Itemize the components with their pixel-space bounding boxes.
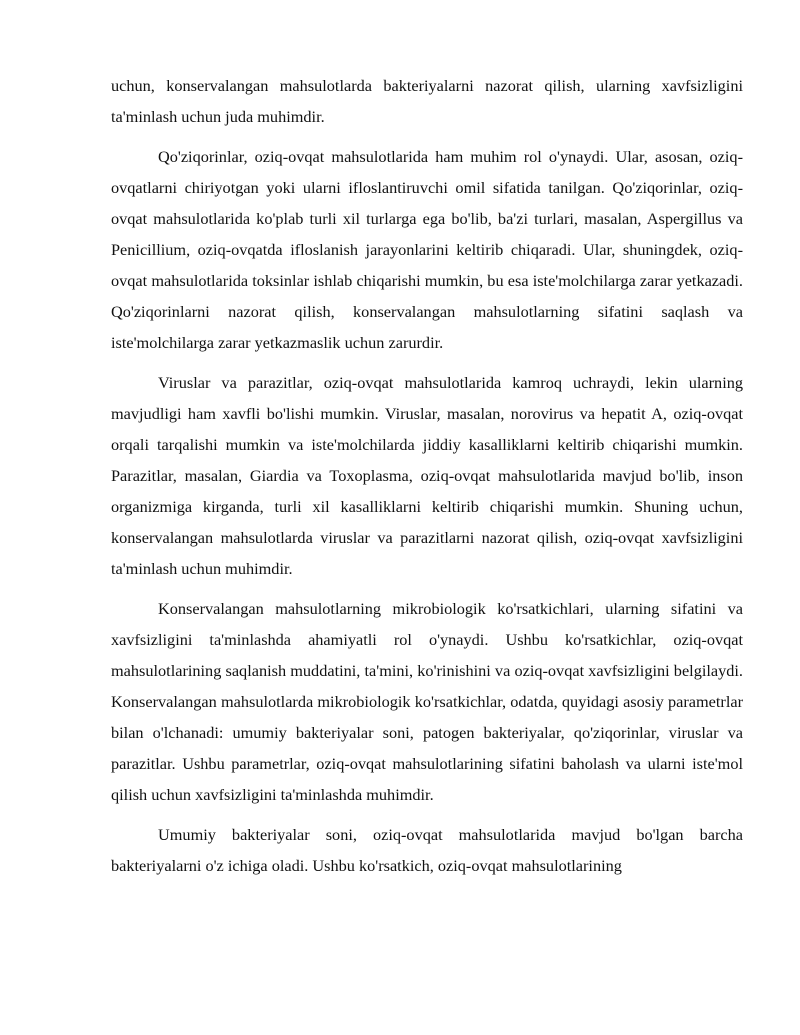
paragraph-total-bacteria: Umumiy bakteriyalar soni, oziq-ovqat mahsulotlarida mavjud bo'lgan barcha bakteriyalarni o'z ichiga oladi. Ushbu ko'rsatkich, oziq-ovqat mahsulotlarining <box>111 825 743 875</box>
paragraph-microbiological-indicators: Konservalangan mahsulotlarning mikrobiologik ko'rsatkichlari, ularning sifatini va xavfsizligini ta'minlashda ahamiyatli rol o'ynaydi. Ushbu ko'rsatkichlar, oziq-ovqat mahsulotlarining saqlanish muddatini, ta'mini, ko'rinishini va oziq-ovqat xavfsizligini belgilaydi. Konservalangan mahsulotlarda mikrobiologik ko'rsatkichlar, odatda, quyidagi asosiy parametrlar bilan o'lchanadi: umumiy bakteriyalar soni, patogen bakteriyalar, qo'ziqorinlar, viruslar va parazitlar. Ushbu parametrlar, oziq-ovqat mahsulotlarining sifatini baholash va ularni iste'mol qilish uchun xavfsizligini ta'minlashda muhimdir. <box>111 599 743 804</box>
document-page <box>111 70 743 881</box>
paragraph-continuation: uchun, konservalangan mahsulotlarda bakteriyalarni nazorat qilish, ularning xavfsizligini ta'minlash uchun juda muhimdir. <box>111 76 743 126</box>
paragraph-viruses-parasites: Viruslar va parazitlar, oziq-ovqat mahsulotlarida kamroq uchraydi, lekin ularning mavjudligi ham xavfli bo'lishi mumkin. Viruslar, masalan, norovirus va hepatit A, oziq-ovqat orqali tarqalishi mumkin va iste'molchilarda jiddiy kasalliklarni keltirib chiqarishi mumkin. Parazitlar, masalan, Giardia va Toxoplasma, oziq-ovqat mahsulotlarida mavjud bo'lib, inson organizmiga kirganda, turli xil kasalliklarni keltirib chiqarishi mumkin. Shuning uchun, konservalangan mahsulotlarda viruslar va parazitlarni nazorat qilish, oziq-ovqat xavfsizligini ta'minlash uchun muhimdir. <box>111 373 743 578</box>
paragraph-fungi: Qo'ziqorinlar, oziq-ovqat mahsulotlarida ham muhim rol o'ynaydi. Ular, asosan, oziq-ovqatlarni chiriyotgan yoki ularni ifloslantiruvchi omil sifatida tanilgan. Qo'ziqorinlar, oziq-ovqat mahsulotlarida ko'plab turli xil turlarga ega bo'lib, ba'zi turlari, masalan, Aspergillus va Penicillium, oziq-ovqatda ifloslanish jarayonlarini keltirib chiqaradi. Ular, shuningdek, oziq-ovqat mahsulotlarida toksinlar ishlab chiqarishi mumkin, bu esa iste'molchilarga zarar yetkazadi. Qo'ziqorinlarni nazorat qilish, konservalangan mahsulotlarning sifatini saqlash va iste'molchilarga zarar yetkazmaslik uchun zarurdir. <box>111 147 743 352</box>
